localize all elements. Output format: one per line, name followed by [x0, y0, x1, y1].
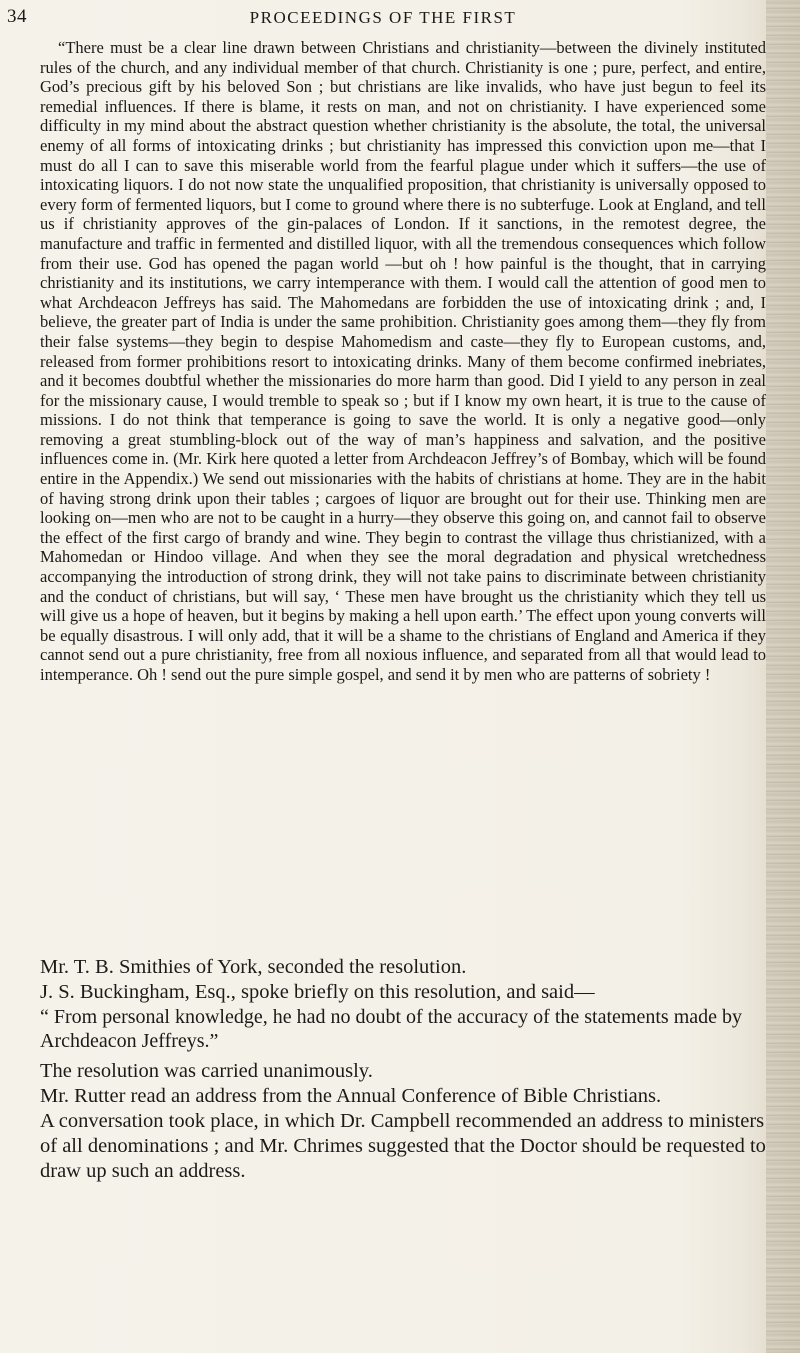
page-number: 34	[7, 6, 27, 27]
buckingham-line: J. S. Buckingham, Esq., spoke briefly on this resolution, and said—	[40, 981, 595, 1003]
page-header	[0, 6, 766, 30]
conversation-note: A conversation took place, in which Dr. Campbell recommended an address to ministers of all denominations ; and Mr. Chrimes suggested that the Doctor should be requested to draw up such an address.	[40, 1110, 766, 1182]
proceedings-notes	[40, 955, 766, 1184]
page-gutter-shadow	[766, 0, 800, 1353]
speech-paragraph: “There must be a clear line drawn between Christians and christianity—between the divinely instituted rules of the church, and any individual member of that church. Christianity is one ; pure, perfect, and entire, God’s precious gift by his beloved Son ; but christians are like invalids, who have just begun to feel its remedial influences. If there is blame, it rests on man, and not on christianity. I have experienced some difficulty in my mind about the abstract question whether christianity is the absolute, the total, the universal enemy of all forms of intoxicating drinks ; but christianity has impressed this conviction upon me—that I must do all I can to save this miserable world from the fearful plague under which it suffers—the use of intoxicating liquors. I do not now state the unqualified proposition, that christianity is universally opposed to every form of fermented liquors, but I come to ground where there is no subterfuge. Look at England, and tell us if christianity approves of the gin-palaces of London. If it sanctions, in the remotest degree, the manufacture and traffic in fermented and distilled liquor, with all the tremendous consequences which follow from their use. God has opened the pagan world —but oh ! how painful is the thought, that in carrying christianity and its institutions, we carry intemperance with them. I would call the attention of good men to what Archdeacon Jeffreys has said. The Mahomedans are forbidden the use of intoxicating drink ; and, I believe, the greater part of India is under the same prohibition. Christianity goes among them—they fly from their false systems—they begin to despise Mahomedism and caste—they fly to European customs, and, released from former prohibitions resort to intoxicating drinks. Many of them become confirmed inebriates, and it becomes doubtful whether the missionaries do more harm than good. Did I yield to any person in zeal for the missionary cause, I would tremble to speak so ; but if I know my own heart, it is true to the cause of missions. I do not think that temperance is going to save the world. It is only a negative good—only removing a great stumbling-block out of the way of man’s happiness and salvation, and the positive influences come in. (Mr. Kirk here quoted a letter from Archdeacon Jeffrey’s of Bombay, which will be found entire in the Appendix.) We send out missionaries with the habits of christians at home. They are in the habit of having strong drink upon their tables ; cargoes of liquor are brought out for their use. Thinking men are looking on—men who are not to be caught in a hurry—they observe this going on, and cannot fail to observe the effect of the first cargo of brandy and wine. They begin to contrast the village thus christianized, with a Mahomedan or Hindoo village. And when they see the moral degradation and physical wretchedness accompanying the introduction of strong drink, they will not take pains to discriminate between christianity and the conduct of christians, but will say, ‘ These men have brought us the christianity which they tell us will give us a hope of heaven, but it begins by making a hell upon earth.’ The effect upon young converts will be equally disastrous. I will only add, that it will be a shame to the christians of England and America if they cannot send out a pure christianity, free from all noxious influence, and separated from all that would lead to intemperance. Oh ! send out the pure simple gospel, and send it by men who are patterns of sobriety !	[40, 38, 766, 684]
resolution-carried: The resolution was carried unanimously.	[40, 1060, 373, 1082]
running-head: PROCEEDINGS OF THE FIRST	[249, 8, 517, 27]
buckingham-quote: “ From personal knowledge, he had no doubt of the accuracy of the statements made by Archdeacon Jeffreys.”	[40, 1006, 743, 1052]
rutter-address: Mr. Rutter read an address from the Annual Conference of Bible Christians.	[40, 1085, 662, 1107]
seconded-line: Mr. T. B. Smithies of York, seconded the resolution.	[40, 956, 467, 978]
